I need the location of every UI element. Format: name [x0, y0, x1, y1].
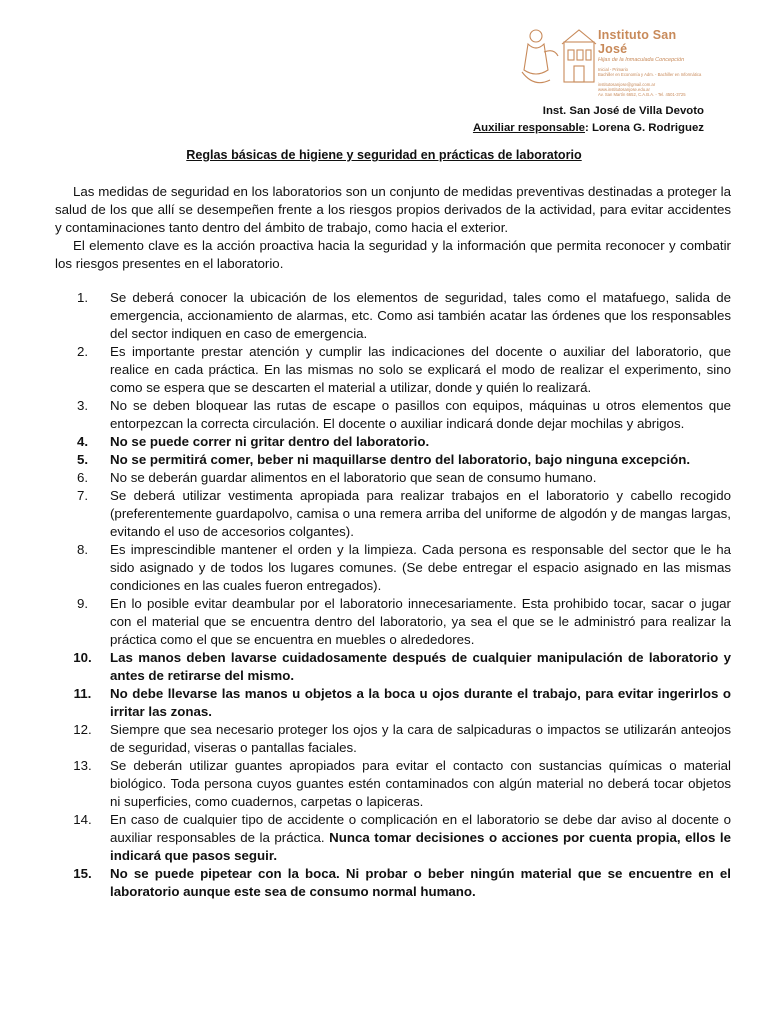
- assistant-name: : Lorena G. Rodriguez: [585, 122, 704, 134]
- logo-line: Inicial - Primario: [598, 67, 629, 72]
- rules-list: [55, 289, 731, 901]
- intro-paragraph: Las medidas de seguridad en los laboratorios son un conjunto de medidas preventivas destinadas a proteger la salud de los que allí se desempeñen frente a los riesgos propios derivados de la actividad, para evitar accidentes y contaminaciones tanto dentro del ámbito de trabajo, como hacia el exterior.: [55, 184, 731, 235]
- logo-line: Bachiller en Economía y Adm. - Bachiller en Informática: [598, 72, 702, 78]
- rule-text: [110, 433, 731, 451]
- rule-bold-text: No se permitirá comer, beber ni maquillarse dentro del laboratorio, bajo ninguna excepción.: [110, 452, 691, 467]
- rule-item: [55, 289, 731, 343]
- rule-body-text: Se deberán utilizar guantes apropiados para evitar el contacto con sustancias químicas o material biológico. Toda persona cuyos guantes estén contaminados con algún material no deberá tocar objetos ni superficies, como cuadernos, carpetas o lapiceras.: [110, 758, 731, 809]
- rule-bold-text: Las manos deben lavarse cuidadosamente después de cualquier manipulación de laboratorio y antes de retirarse del mismo.: [110, 650, 731, 683]
- rule-number: 7.: [76, 488, 89, 503]
- rule-item: [55, 649, 731, 685]
- rule-body-text: Se deberá utilizar vestimenta apropiada para realizar trabajos en el laboratorio y cabello recogido (preferentemente guardapolvo, camisa o una remera arriba del uniforme de algodón y de mangas largas, evitando el uso de accesorios colgantes).: [110, 488, 731, 539]
- rule-number: 15.: [73, 866, 92, 881]
- rule-text: [110, 397, 731, 433]
- rule-number: 10.: [73, 650, 92, 665]
- rule-number: 6.: [76, 470, 89, 485]
- rule-number: 14.: [73, 812, 92, 827]
- rule-number: 1.: [76, 290, 89, 305]
- rule-number: 2.: [76, 344, 89, 359]
- rule-item: [55, 397, 731, 433]
- rule-number: 11.: [73, 686, 92, 701]
- rule-number: 5.: [76, 452, 89, 467]
- rule-text: [110, 649, 731, 685]
- rule-body-text: Es imprescindible mantener el orden y la limpieza. Cada persona es responsable del sector que le ha sido asignado y de todos los lugares comunes. (Se debe entregar el espacio asignado en las mismas condiciones en las cuales fueron entregados).: [110, 542, 731, 593]
- assistant-line: [473, 120, 704, 137]
- rule-number: 8.: [76, 542, 89, 557]
- rule-item: [55, 343, 731, 397]
- rule-text: [110, 721, 731, 757]
- rule-text: [110, 343, 731, 397]
- logo-line: Av. San Martín 6652, C.A.B.A. - Tel. 4501-3725: [598, 92, 686, 98]
- rule-number: 9.: [76, 596, 89, 611]
- rule-bold-text: No debe llevarse las manos u objetos a la boca u ojos durante el trabajo, para evitar ingerirlos o irritar las zonas.: [110, 686, 731, 719]
- rule-item: [55, 451, 731, 469]
- rule-item: [55, 811, 731, 865]
- rule-bold-text: No se puede correr ni gritar dentro del laboratorio.: [110, 434, 430, 449]
- intro-paragraph: El elemento clave es la acción proactiva hacia la seguridad y la información que permita reconocer y combatir los riesgos presentes en el laboratorio.: [55, 238, 731, 271]
- rule-text: [110, 865, 731, 901]
- logo-subtitle: Hijas de la Inmaculada Concepción: [598, 57, 685, 63]
- rule-body-text: En caso de cualquier tipo de accidente o complicación en el laboratorio se debe dar aviso al docente o auxiliar responsables de la práctica.: [110, 812, 731, 845]
- rule-text: [110, 757, 731, 811]
- logo-line: www.institutosanjose.edu.ar: [598, 86, 650, 92]
- rule-text: [110, 469, 731, 487]
- rule-item: [55, 433, 731, 451]
- rule-item: [55, 469, 731, 487]
- intro-section: [55, 183, 731, 273]
- school-building-icon: [514, 22, 598, 94]
- rule-body-text: Se deberá conocer la ubicación de los elementos de seguridad, tales como el matafuego, salida de emergencia, accionamiento de alarmas, etc. Como asi también acatar las órdenes que los responsables del sector indiquen en caso de emergencia.: [110, 290, 731, 341]
- rule-item: [55, 685, 731, 721]
- rule-text: [110, 595, 731, 649]
- rule-item: [55, 541, 731, 595]
- rule-item: [55, 721, 731, 757]
- rule-text: [110, 685, 731, 721]
- rule-body-text: No se deberán guardar alimentos en el laboratorio que sean de consumo humano.: [110, 470, 597, 485]
- rule-text: [110, 487, 731, 541]
- rule-text: [110, 289, 731, 343]
- rule-bold-text: No se puede pipetear con la boca. Ni probar o beber ningún material que se encuentre en el laboratorio aunque este sea de consumo normal humano.: [110, 866, 731, 899]
- logo-line: institutosanjose@gmail.com.ar: [598, 81, 656, 87]
- school-logo: [514, 22, 710, 98]
- assistant-label: Auxiliar responsable: [472, 122, 586, 134]
- institution-name: Inst. San José de Villa Devoto: [542, 105, 704, 117]
- rule-bold-text: Nunca tomar decisiones o acciones por cuenta propia, ellos le indicará que pasos seguir.: [110, 830, 731, 863]
- rule-item: [55, 757, 731, 811]
- document-title: Reglas básicas de higiene y seguridad en prácticas de laboratorio: [186, 148, 582, 162]
- rule-item: [55, 595, 731, 649]
- rule-number: 13.: [73, 758, 92, 773]
- rule-body-text: Siempre que sea necesario proteger los ojos y la cara de salpicaduras o impactos se utilizarán anteojos de seguridad, viseras o pantallas faciales.: [110, 722, 731, 755]
- rule-body-text: En lo posible evitar deambular por el laboratorio innecesariamente. Esta prohibido tocar, sacar o jugar con el material que se encuentra dentro del laboratorio, ya sea el que se le administró para realizar la práctica como el que se encuentra en muebles o alrededores.: [110, 596, 731, 647]
- logo-school-name: Instituto San José: [598, 28, 677, 56]
- rule-item: [55, 865, 731, 901]
- rule-text: [110, 811, 731, 865]
- rule-text: [110, 451, 731, 469]
- rule-number: 4.: [76, 434, 89, 449]
- logo-text-block: [598, 28, 708, 97]
- rule-text: [110, 541, 731, 595]
- rule-number: 3.: [76, 398, 89, 413]
- rule-body-text: Es importante prestar atención y cumplir las indicaciones del docente o auxiliar del laboratorio, que realice en cada práctica. En las mismas no solo se explicará el modo de realizar el experimento, sino como se espera que se descarten el material a utilizar, donde y quién lo realizará.: [110, 344, 731, 395]
- document-header: [473, 103, 704, 137]
- rule-number: 12.: [73, 722, 92, 737]
- rule-item: [55, 487, 731, 541]
- rule-body-text: No se deben bloquear las rutas de escape o pasillos con equipos, máquinas u otros elementos que entorpezcan la correcta circulación. El docente o auxiliar indicará donde dejar mochilas y abrigos.: [110, 398, 731, 431]
